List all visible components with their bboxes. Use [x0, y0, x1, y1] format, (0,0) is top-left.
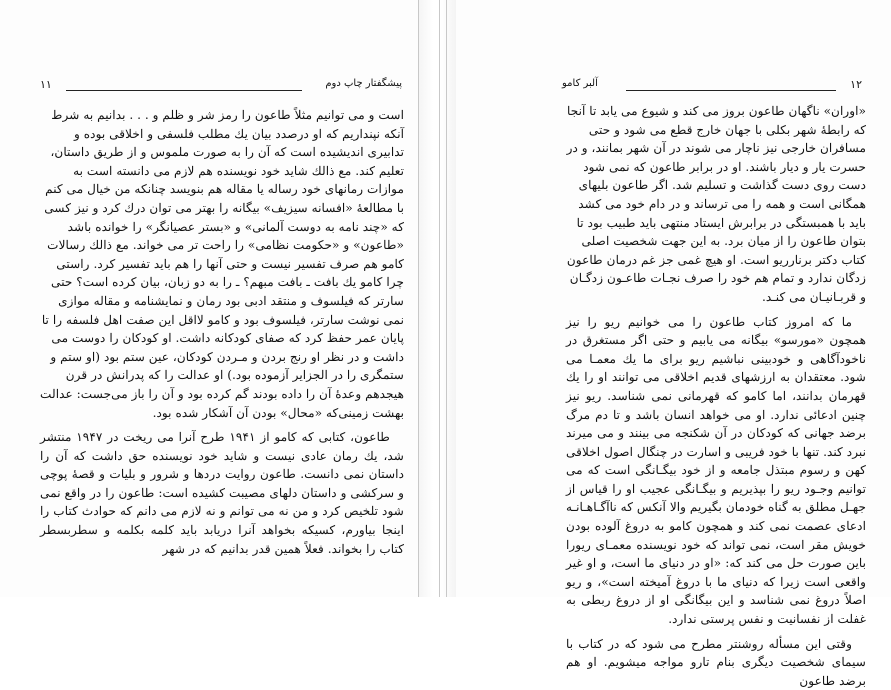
right-page — [456, 0, 891, 688]
left-page-running-title: پیشگفتار چاپ دوم — [325, 78, 402, 89]
right-paragraph-1: «اوران» ناگهان طاعون بروز می کند و شیوع می یابد تا آنجا که رابطهٔ شهر بکلی با جهان خارج قطع می شود و حتی مسافران خارجی نیز ناچار می شوند در آن شهر بمانند، و در حسرت یار و دیار باشند. او در برابر طاعون که نمی شود دست روی دست گذاشت و تسلیم شد. اگر طاعون بلیهای همگانی است و همه را می ترساند و در دام خود می کشد باید با همبستگی در برابرش ایستاد منتهی باید طبیب بود تا بتوان طاعون را از میان برد. به این جهت شخصیت اصلی کتاب دکتر برنارریو است. او هیچ غمی جز غم درمان طاعون زدگان ندارد و تمام هم خود را صرف نجـات طاعـون زدگـان و قربـانیـان می کنـد. — [566, 104, 866, 304]
left-page-number: ۱۱ — [40, 78, 52, 91]
book-gutter — [418, 0, 456, 597]
right-page-running-title: آلبر کامو — [562, 78, 598, 89]
left-paragraph-2: طاعون، کتابی که کامو از ۱۹۴۱ طرح آنرا می ریخت در ۱۹۴۷ منتشر شد، یك رمان عادی نیست و شاید خود نویسنده حق داشت که آن را داستان نمی دانست. طاعون روایت دردها و شرور و بلیات و قصهٔ پوچی و سرکشی و داستان دلهای مصیبت کشیده است: طاعون را در واقع نمی شود تلخیص کرد و من نه می توانم و نه لازم می دانم که حوادث کتاب را اینجا بیاورم، کسیکه بخواهد آنرا دریابد باید کلمه بکلمه و سطربسطر کتاب را بخواند. فعلاً همین قدر بدانیم که در شهر — [40, 430, 404, 556]
right-header-rule — [626, 90, 836, 91]
right-page-body — [566, 102, 866, 690]
right-paragraph-2: ما که امروز کتاب طاعون را می خوانیم ریو را نیز همچون «مورسو» بیگانه می یابیم و حتی اگر مستغرق در ناخودآگاهی و خودبینی نباشیم ریو برای ما یك معمـا می شود. معتقدان به ارزشهای قدیم اخلاقی می توانند او را یك قهرمان بدانند، اما کامو که قهرمانی نمی شناسد. ریو نیز چنین ادعائی ندارد. او می خواهد انسان باشد و تا دم مرگ برضد جهانی که کودکان در آن شکنجه می بینند و می میرند نبرد کند. تنها با خود فریبی و اسارت در چنگال اصول اخلاقی کهن و رسوم مبتذل جامعه و از خود بیگـانگی است که می توانیم وجـود ریو را بپذیریم و بیگـانگی عجیب او را قیاس از جهـل مطلق به گناه خودمان بگیریم والا آنکس که ناآگـاهـانـه ادعای عصمت نمی کند و همچون کامو به دروغ آلوده بودن خویش مقر است، نمی تواند که خود نویسنده معمـای ریورا باین صورت حل می کند که: «او در دنیای ما است، و او غیر واقعی است زیرا که دنیای ما با دروغ آمیخته است»، و ریو اصلاً دروغ نمی شناسد و این بیگانگی او از دروغ ربطی به غفلت از نفسانیت و نفس پرستی ندارد. — [566, 314, 866, 627]
left-page-body — [40, 106, 404, 558]
right-page-header — [562, 78, 862, 94]
left-page-edge — [418, 0, 419, 597]
right-page-inner-edge — [446, 0, 447, 597]
left-page-header — [40, 78, 402, 94]
right-page-number: ۱۲ — [850, 78, 862, 91]
right-page-edge — [439, 0, 440, 597]
left-page — [0, 0, 418, 597]
right-paragraph-3: وقتی این مسأله روشنتر مطرح می شود که در کتاب با سیمای شخصیت دیگری بنام تارو مواجه میشویم. او هم برضد طاعون — [566, 636, 866, 688]
left-paragraph-1: است و می توانیم مثلاً طاعون را رمز شر و ظلم و . . . بدانیم به شرط آنکه نپنداریم که او درصدد بیان یك مطلب فلسفی و اخلاقی بوده و تدابیری اندیشیده است که آن را به صورت ملموس و از طریق داستان، تعلیم کند. مع ذالك شاید خود نویسنده هم لازم می دانسته است به موازات رمانهای خود رساله یا مقاله هم بنویسد چنانکه من خیال می کنم با مطالعهٔ «افسانه سیزیف» بیگانه را بهتر می توان درك کرد و نیز کسی که «چند نامه به دوست آلمانی» و «بستر عصیانگر» را خوانده باشد «طاعون» و «حکومت نظامی» را راحت تر می خواند. مع ذالك رسالات کامو هم صرف تفسیر نیست و حتی آنها را هم باید تفسیر کرد. راستی چرا کامو یك بافت ـ بافت مبهم؟ ـ را به دو زبان، بیان کرده است؟ حتی سارتر که فیلسوف و منتقد ادبی بود رمان و نمایشنامه و مقاله موازی نمی نوشت سارتر، فیلسوف بود و کامو لااقل این صفت اهل فلسفه را تا پایان عمر حفظ کرد که صفای کودکانه داشت. او کودکان را دوست می داشت و در نظر او رنج بردن و مـردن کودکان، عین ستم بود (او ستم و ستمگری را در الجزایر آزموده بود.) او عدالت را که پدرانش در قرن هیجدهم وعدهٔ آن را داده بودند گم کرده بود و آن را باز می‌جست: عدالت بهشت زمینی‌که «محال» بودن آن آشکار شده بود. — [40, 108, 404, 420]
left-header-rule — [66, 90, 302, 91]
